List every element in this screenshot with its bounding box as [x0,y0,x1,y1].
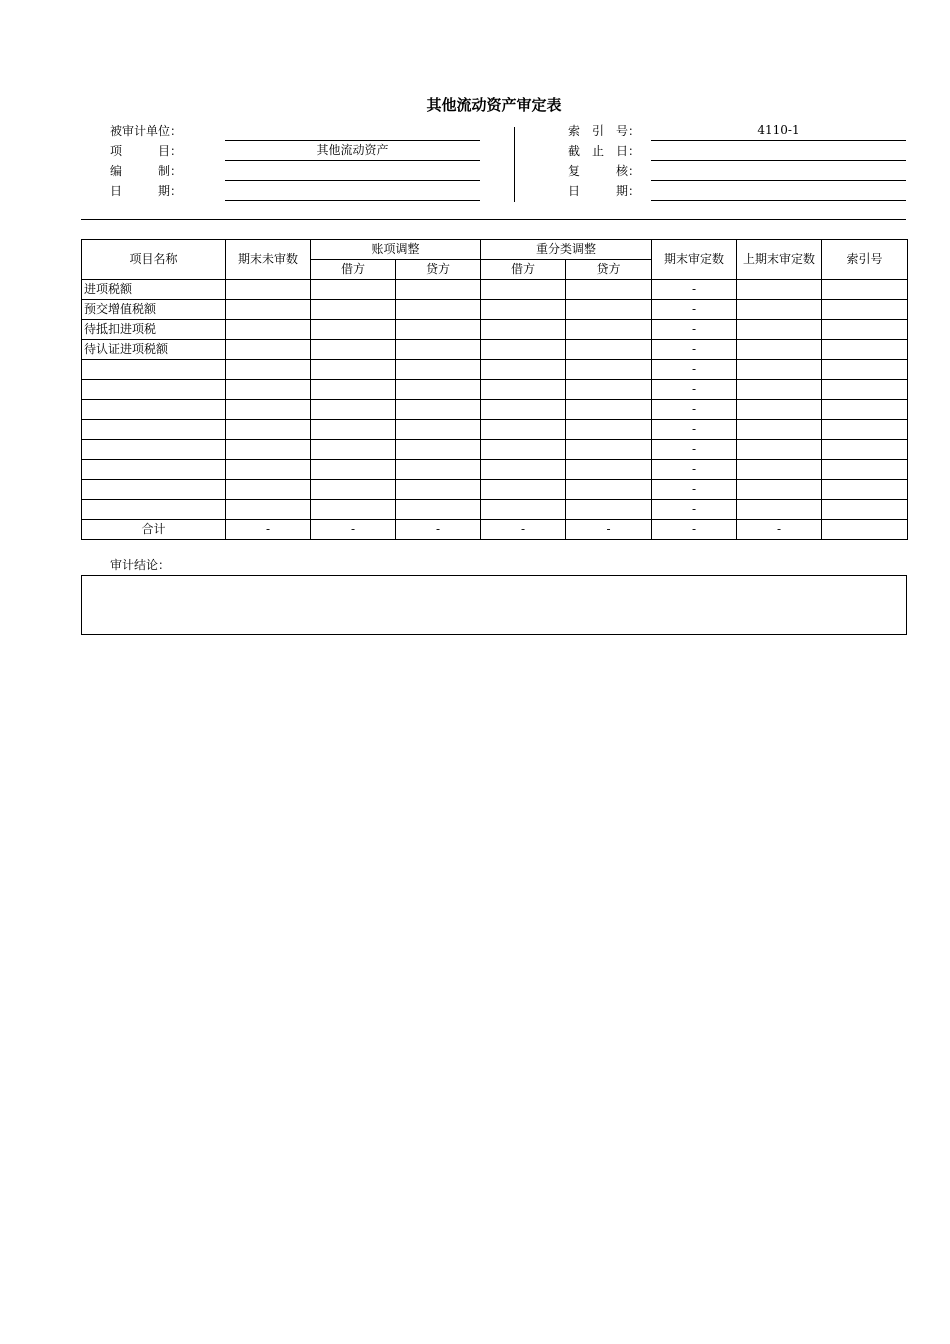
prepare-date-label: 日 期： [110,184,183,198]
cell-unaudited[interactable] [226,420,311,440]
cell-audited: - [652,440,737,460]
cell-reclass-debit[interactable] [481,400,566,420]
cell-reclass-credit[interactable] [566,460,652,480]
cell-unaudited[interactable] [226,340,311,360]
cell-prior-audited[interactable] [737,340,822,360]
cell-account-debit[interactable] [311,440,396,460]
cell-prior-audited[interactable] [737,500,822,520]
reviewer-label: 复 核： [568,164,641,178]
cell-reclass-debit[interactable] [481,280,566,300]
cell-unaudited[interactable] [226,300,311,320]
cell-prior-audited[interactable] [737,480,822,500]
cell-prior-audited[interactable] [737,420,822,440]
col-account-debit: 借方 [311,260,396,280]
cell-unaudited[interactable] [226,320,311,340]
cell-reclass-debit[interactable] [481,500,566,520]
cell-audited: - [652,360,737,380]
total-index-no[interactable] [822,520,908,540]
review-date-label: 日 期： [568,184,641,198]
total-unaudited: - [226,520,311,540]
cell-reclass-debit[interactable] [481,380,566,400]
cell-reclass-debit[interactable] [481,480,566,500]
cell-prior-audited[interactable] [737,400,822,420]
row-name[interactable] [82,400,226,420]
cell-account-debit[interactable] [311,280,396,300]
cell-account-debit[interactable] [311,420,396,440]
cell-index-no[interactable] [822,420,908,440]
cell-account-credit[interactable] [396,400,481,420]
row-name[interactable] [82,380,226,400]
cell-index-no[interactable] [822,280,908,300]
cutoff-date-label: 截 止 日： [568,144,641,158]
cell-account-credit[interactable] [396,500,481,520]
cutoff-date-field[interactable] [651,141,906,161]
cell-reclass-credit[interactable] [566,500,652,520]
row-name[interactable] [82,420,226,440]
header-divider [514,127,515,202]
row-name: 预交增值税额 [82,300,226,320]
cell-index-no[interactable] [822,380,908,400]
cell-reclass-debit[interactable] [481,460,566,480]
row-name[interactable] [82,500,226,520]
cell-reclass-debit[interactable] [481,320,566,340]
preparer-field[interactable] [225,161,480,181]
total-audited: - [652,520,737,540]
col-account-credit: 贷方 [396,260,481,280]
col-prior-audited: 上期末审定数 [737,240,822,280]
cell-reclass-debit[interactable] [481,340,566,360]
cell-reclass-credit[interactable] [566,440,652,460]
cell-account-credit[interactable] [396,480,481,500]
row-name[interactable] [82,480,226,500]
col-account-adjustment: 账项调整 [311,240,481,260]
cell-prior-audited[interactable] [737,320,822,340]
table-row [82,380,908,400]
cell-unaudited[interactable] [226,480,311,500]
cell-audited: - [652,280,737,300]
cell-audited: - [652,400,737,420]
cell-unaudited[interactable] [226,440,311,460]
index-no-label: 索 引 号： [568,124,641,138]
table-row [82,480,908,500]
reviewer-field[interactable] [651,161,906,181]
table-row [82,460,908,480]
table-row [82,500,908,520]
cell-audited: - [652,460,737,480]
total-reclass-credit: - [566,520,652,540]
cell-index-no[interactable] [822,360,908,380]
table-row [82,280,908,300]
table-row [82,340,908,360]
page-title: 其他流动资产审定表 [426,96,562,114]
cell-index-no[interactable] [822,320,908,340]
cell-account-debit[interactable] [311,480,396,500]
cell-reclass-credit[interactable] [566,280,652,300]
cell-audited: - [652,420,737,440]
cell-audited: - [652,500,737,520]
cell-audited: - [652,380,737,400]
cell-account-credit[interactable] [396,420,481,440]
cell-unaudited[interactable] [226,400,311,420]
cell-account-credit[interactable] [396,340,481,360]
cell-reclass-credit[interactable] [566,380,652,400]
col-index-no: 索引号 [822,240,908,280]
total-row [82,520,908,540]
cell-unaudited[interactable] [226,280,311,300]
row-name[interactable] [82,460,226,480]
cell-index-no[interactable] [822,340,908,360]
cell-reclass-credit[interactable] [566,400,652,420]
prepare-date-field[interactable] [225,181,480,201]
col-reclass-debit: 借方 [481,260,566,280]
row-name: 进项税额 [82,280,226,300]
total-reclass-debit: - [481,520,566,540]
table-row [82,320,908,340]
col-unaudited: 期末未审数 [226,240,311,280]
index-no-field[interactable]: 4110-1 [651,121,906,141]
cell-reclass-debit[interactable] [481,300,566,320]
cell-prior-audited[interactable] [737,300,822,320]
cell-unaudited[interactable] [226,460,311,480]
conclusion-label: 审计结论： [110,558,171,572]
header-separator [81,219,906,220]
cell-account-debit[interactable] [311,460,396,480]
item-field[interactable]: 其他流动资产 [225,141,480,161]
total-label: 合计 [82,520,226,540]
cell-account-credit[interactable] [396,280,481,300]
table-row [82,400,908,420]
row-name[interactable] [82,440,226,460]
col-reclass-credit: 贷方 [566,260,652,280]
total-account-credit: - [396,520,481,540]
cell-account-credit[interactable] [396,460,481,480]
cell-unaudited[interactable] [226,360,311,380]
cell-audited: - [652,340,737,360]
col-reclass-adjustment: 重分类调整 [481,240,652,260]
cell-reclass-credit[interactable] [566,360,652,380]
cell-reclass-credit[interactable] [566,420,652,440]
cell-prior-audited[interactable] [737,380,822,400]
cell-reclass-debit[interactable] [481,440,566,460]
cell-index-no[interactable] [822,300,908,320]
auditee-label: 被审计单位： [110,124,183,138]
cell-unaudited[interactable] [226,500,311,520]
cell-account-debit[interactable] [311,320,396,340]
cell-account-debit[interactable] [311,400,396,420]
conclusion-box[interactable] [81,575,907,635]
cell-unaudited[interactable] [226,380,311,400]
total-prior-audited: - [737,520,822,540]
row-name: 待认证进项税额 [82,340,226,360]
cell-account-debit[interactable] [311,340,396,360]
table-header-row-1 [82,240,908,260]
cell-audited: - [652,300,737,320]
row-name: 待抵扣进项税 [82,320,226,340]
total-account-debit: - [311,520,396,540]
review-date-field[interactable] [651,181,906,201]
cell-prior-audited[interactable] [737,360,822,380]
cell-reclass-debit[interactable] [481,360,566,380]
cell-index-no[interactable] [822,400,908,420]
table-row [82,360,908,380]
cell-account-debit[interactable] [311,360,396,380]
cell-reclass-credit[interactable] [566,300,652,320]
table-row [82,440,908,460]
cell-index-no[interactable] [822,500,908,520]
cell-account-credit[interactable] [396,360,481,380]
row-name[interactable] [82,360,226,380]
cell-account-debit[interactable] [311,500,396,520]
cell-prior-audited[interactable] [737,460,822,480]
col-item-name: 项目名称 [82,240,226,280]
cell-audited: - [652,480,737,500]
table-row [82,420,908,440]
cell-account-debit[interactable] [311,300,396,320]
cell-account-credit[interactable] [396,300,481,320]
cell-audited: - [652,320,737,340]
cell-account-credit[interactable] [396,320,481,340]
cell-account-credit[interactable] [396,440,481,460]
audit-table [81,239,908,540]
preparer-label: 编 制： [110,164,183,178]
table-row [82,300,908,320]
cell-reclass-credit[interactable] [566,480,652,500]
cell-account-credit[interactable] [396,380,481,400]
cell-reclass-credit[interactable] [566,340,652,360]
cell-index-no[interactable] [822,480,908,500]
cell-index-no[interactable] [822,440,908,460]
col-audited: 期末审定数 [652,240,737,280]
cell-reclass-credit[interactable] [566,320,652,340]
cell-reclass-debit[interactable] [481,420,566,440]
item-label: 项 目： [110,144,183,158]
cell-account-debit[interactable] [311,380,396,400]
cell-prior-audited[interactable] [737,280,822,300]
cell-prior-audited[interactable] [737,440,822,460]
auditee-field[interactable] [225,121,480,141]
cell-index-no[interactable] [822,460,908,480]
